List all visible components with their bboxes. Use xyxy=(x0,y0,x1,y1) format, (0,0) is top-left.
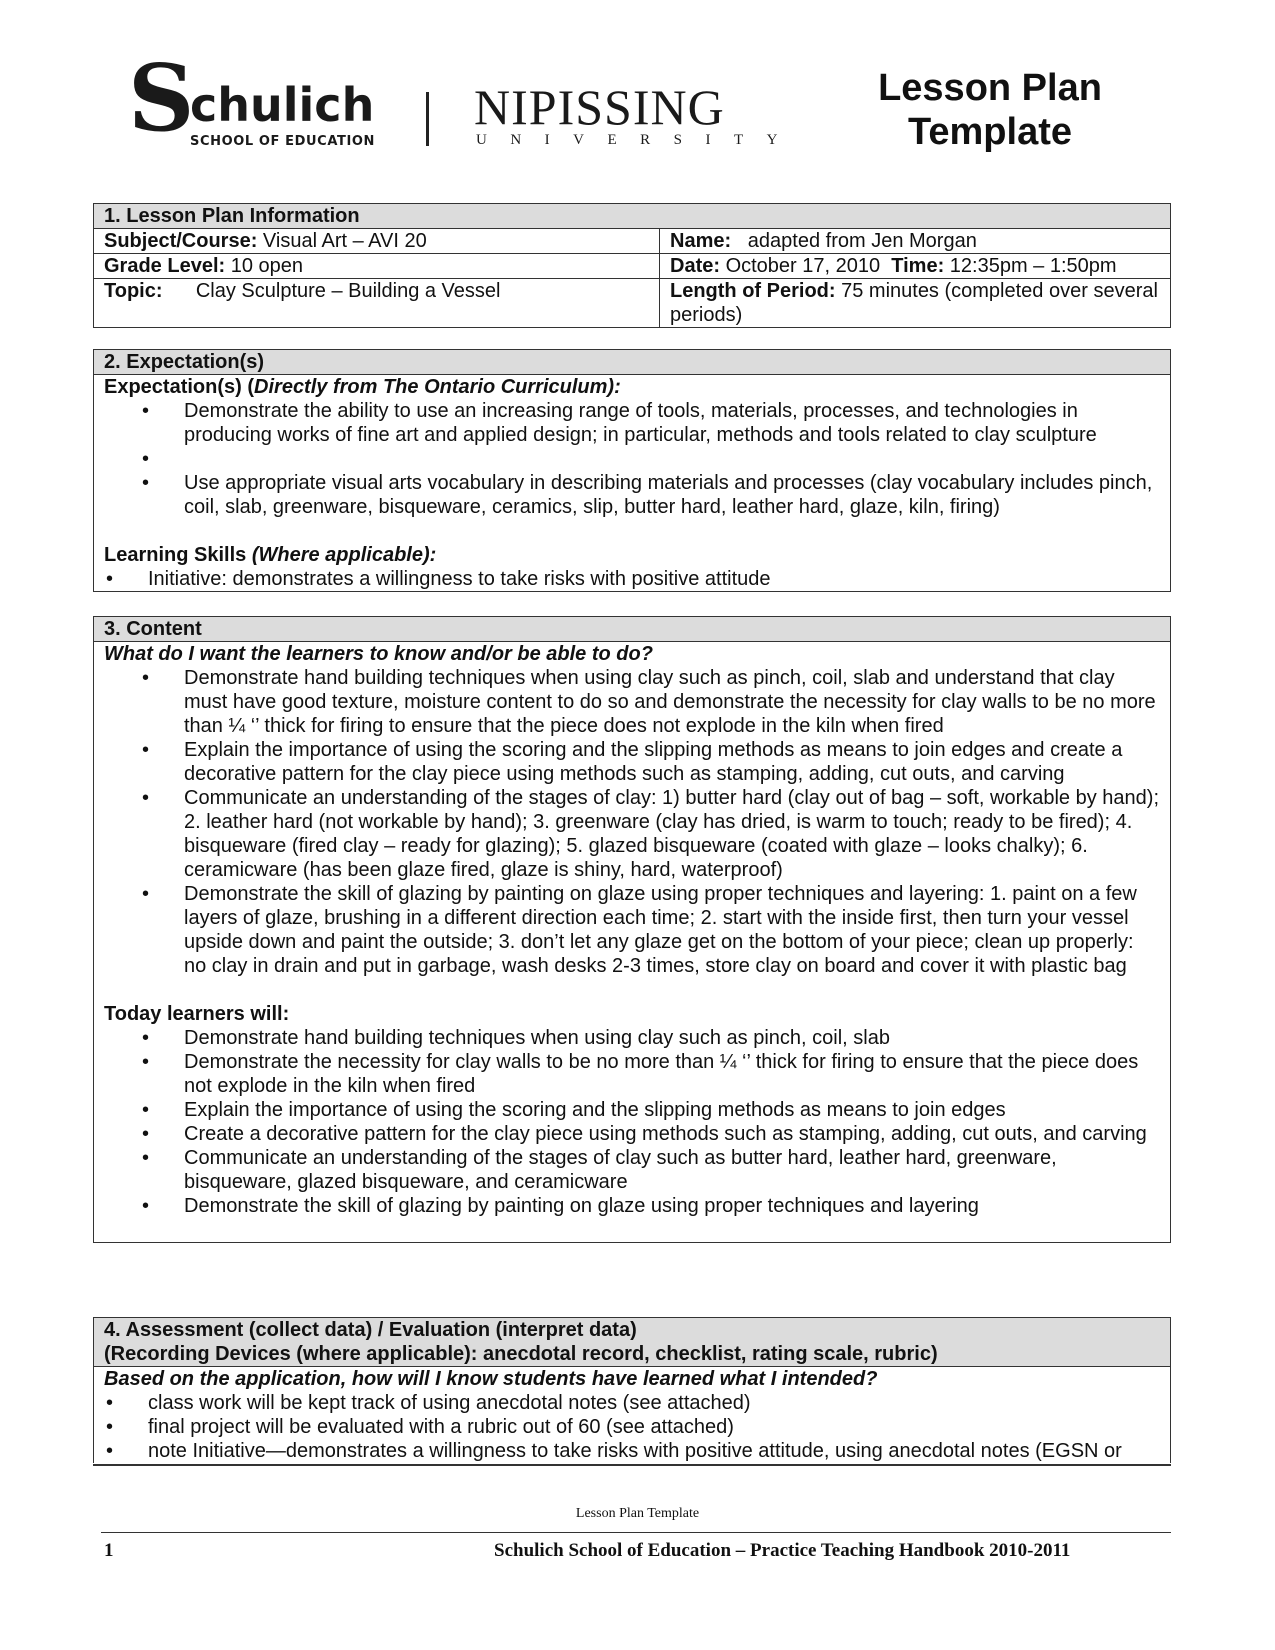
time-label: Time: xyxy=(891,255,945,277)
today-list xyxy=(104,1026,1160,1218)
expectations-body xyxy=(94,375,1170,591)
date-label: Date: xyxy=(670,255,721,277)
date-value: October 17, 2010 xyxy=(720,255,892,277)
page-number: 1 xyxy=(104,1540,114,1561)
list-item: • Demonstrate the ability to use an increasing range of tools, materials, processes, and technologies in producing works of fine art and applied design; in particular, methods and tools related to clay sculpture xyxy=(104,399,1160,447)
grade-value: 10 open xyxy=(225,255,304,277)
subject-cell xyxy=(94,229,660,253)
length-label: Length of Period: xyxy=(670,280,836,302)
list-item: • Demonstrate hand building techniques when using clay such as pinch, coil, slab xyxy=(104,1026,1160,1050)
assessment-body xyxy=(94,1367,1170,1463)
schulich-logo-name: chulich xyxy=(190,78,375,132)
length-value: 75 minutes (completed over several periods) xyxy=(670,280,1158,326)
expectations-label: Expectation(s) (Directly from The Ontario Curriculum): xyxy=(104,376,621,398)
nipissing-logo-subtitle: UNIVERSITY xyxy=(476,132,801,148)
expectations-list xyxy=(104,399,1160,519)
assessment-question: Based on the application, how will I know students have learned what I intended? xyxy=(104,1368,878,1390)
schulich-logo-subtitle: SCHOOL OF EDUCATION xyxy=(190,134,376,149)
content-body xyxy=(94,642,1170,1242)
footer-rule xyxy=(101,1532,1171,1533)
name-cell xyxy=(660,229,1170,253)
learning-skills-label: Learning Skills (Where applicable): xyxy=(104,544,437,566)
name-label: Name: xyxy=(670,230,732,252)
topic-value: Clay Sculpture – Building a Vessel xyxy=(162,280,501,302)
page-break-rule xyxy=(93,1464,1171,1466)
spacer xyxy=(104,519,1160,543)
date-cell xyxy=(660,254,1170,278)
assessment-list xyxy=(104,1391,1166,1463)
table-row xyxy=(94,254,1170,279)
schulich-logo xyxy=(128,44,388,152)
assessment-table xyxy=(93,1317,1171,1463)
know-list xyxy=(104,666,1160,978)
list-item: • Demonstrate the skill of glazing by painting on glaze using proper techniques and layering: 1. paint on a few layers of glaze, brushing in a different direction each time; 2. start with the inside first, then turn your vessel upside down and paint the outside; 3. don’t let any glaze get on the bottom of your piece; clean up properly: no clay in drain and put in garbage, wash desks 2-3 times, store clay on board and cover it with plastic bag xyxy=(104,882,1160,978)
schulich-logo-mark: S xyxy=(128,44,195,152)
assessment-heading: 4. Assessment (collect data) / Evaluation (interpret data) xyxy=(104,1319,637,1341)
list-spacer xyxy=(104,447,1160,471)
list-item: • note Initiative—demonstrates a willingness to take risks with positive attitude, using anecdotal notes (EGSN or xyxy=(104,1439,1166,1463)
grade-cell xyxy=(94,254,660,278)
section-heading: 2. Expectation(s) xyxy=(94,350,1170,375)
list-item: • Communicate an understanding of the stages of clay such as butter hard, leather hard, greenware, bisqueware, glazed bisqueware, and ceramicware xyxy=(104,1146,1160,1194)
title-line-2: Template xyxy=(907,111,1072,153)
section-heading: 3. Content xyxy=(94,617,1170,642)
list-item: • final project will be evaluated with a rubric out of 60 (see attached) xyxy=(104,1415,1166,1439)
learning-skills-list xyxy=(104,567,1160,591)
subject-value: Visual Art – AVI 20 xyxy=(257,230,427,252)
list-item: • Create a decorative pattern for the clay piece using methods such as stamping, adding, cut outs, and carving xyxy=(104,1122,1160,1146)
expectations-table xyxy=(93,349,1171,592)
list-item: • Explain the importance of using the scoring and the slipping methods as means to join edges and create a decorative pattern for the clay piece using methods such as stamping, adding, cut outs, and carving xyxy=(104,738,1160,786)
table-row xyxy=(94,279,1170,327)
nipissing-logo-name: NIPISSING xyxy=(474,79,725,135)
list-item: • Demonstrate hand building techniques when using clay such as pinch, coil, slab and understand that clay must have good texture, moisture content to do so and demonstrate the necessity for clay walls to be no more than ¼ ‘’ thick for firing to ensure that the piece does not explode in the kiln when fired xyxy=(104,666,1160,738)
topic-cell xyxy=(94,279,660,327)
list-item: • Explain the importance of using the scoring and the slipping methods as means to join edges xyxy=(104,1098,1160,1122)
time-value: 12:35pm – 1:50pm xyxy=(944,255,1117,277)
table-row xyxy=(94,229,1170,254)
content-table xyxy=(93,616,1171,1243)
section-heading xyxy=(94,1318,1170,1367)
document-title xyxy=(860,66,1120,154)
recording-devices-heading: (Recording Devices (where applicable): anecdotal record, checklist, rating scale, rubric) xyxy=(104,1343,938,1365)
title-line-1: Lesson Plan xyxy=(878,67,1102,109)
grade-label: Grade Level: xyxy=(104,255,226,277)
list-item: • Initiative: demonstrates a willingness to take risks with positive attitude xyxy=(104,567,1160,591)
list-item: • Demonstrate the skill of glazing by painting on glaze using proper techniques and layering xyxy=(104,1194,1160,1218)
list-item: • Use appropriate visual arts vocabulary in describing materials and processes (clay vocabulary includes pinch, coil, slab, greenware, bisqueware, ceramics, slip, butter hard, leather hard, glaze, kiln, firing) xyxy=(104,471,1160,519)
length-cell xyxy=(660,279,1170,327)
logo-divider xyxy=(426,92,429,146)
list-item: • class work will be kept track of using anecdotal notes (see attached) xyxy=(104,1391,1166,1415)
topic-label: Topic: xyxy=(104,280,163,302)
name-value: adapted from Jen Morgan xyxy=(731,230,977,252)
spacer xyxy=(104,978,1160,1002)
section-heading: 1. Lesson Plan Information xyxy=(94,204,1170,229)
footer-handbook-title: Schulich School of Education – Practice Teaching Handbook 2010-2011 xyxy=(494,1540,1071,1561)
spacer xyxy=(104,1218,1160,1242)
subject-label: Subject/Course: xyxy=(104,230,258,252)
nipissing-logo xyxy=(474,79,801,152)
footer-caption: Lesson Plan Template xyxy=(575,1506,700,1521)
lesson-info-table xyxy=(93,203,1171,328)
list-item: • Communicate an understanding of the stages of clay: 1) butter hard (clay out of bag – soft, workable by hand); 2. leather hard (not workable by hand); 3. greenware (clay has dried, is warm to touch; ready to be fired); 4. bisqueware (fired clay – ready for glazing); 5. glazed bisqueware (coated with glaze – looks chalky); 6. ceramicware (has been glaze fired, glaze is shiny, hard, waterproof) xyxy=(104,786,1160,882)
today-label: Today learners will: xyxy=(104,1003,290,1025)
list-item: • Demonstrate the necessity for clay walls to be no more than ¼ ‘’ thick for firing to ensure that the piece does not explode in the kiln when fired xyxy=(104,1050,1160,1098)
content-question: What do I want the learners to know and/or be able to do? xyxy=(104,643,653,665)
